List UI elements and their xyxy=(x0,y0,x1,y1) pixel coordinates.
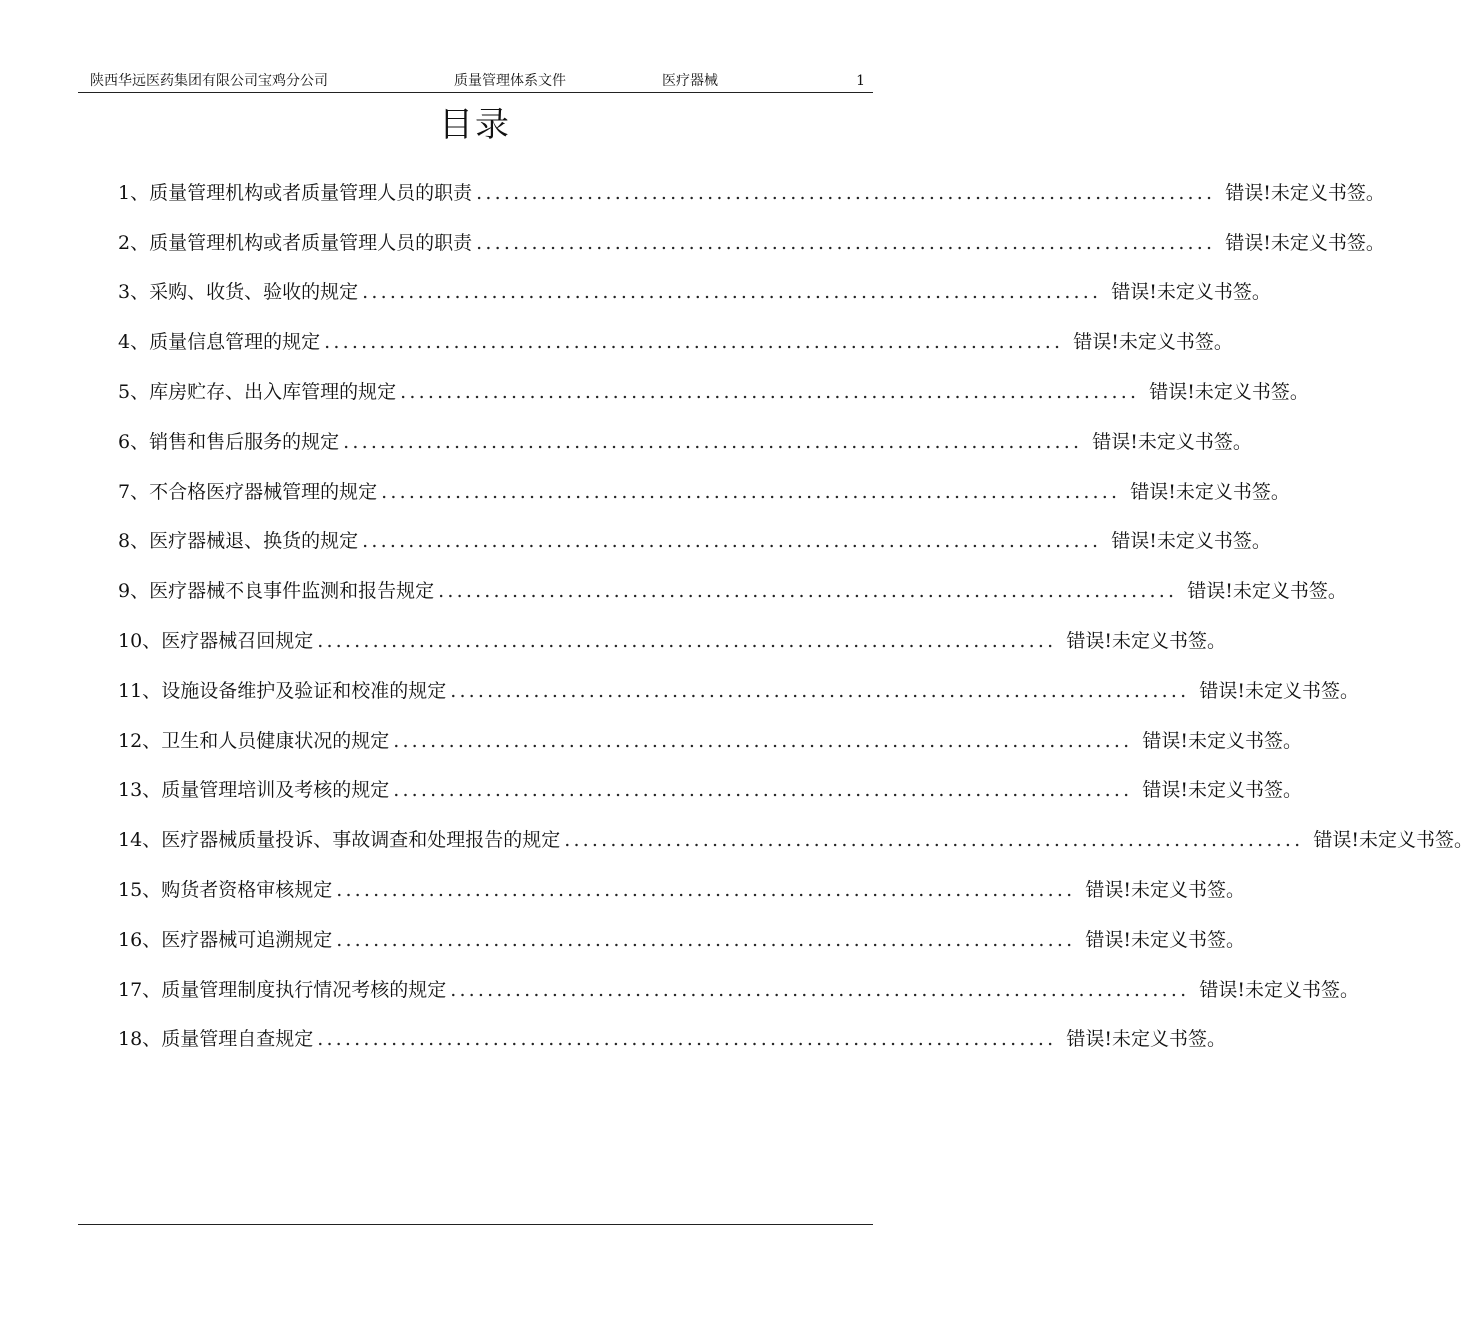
toc-entry-number: 15、 xyxy=(118,879,162,902)
toc-entry[interactable] xyxy=(118,467,1290,517)
toc-entry-number: 5、 xyxy=(118,381,150,404)
toc-entry-page-ref: 错误!未定义书签。 xyxy=(1085,879,1246,902)
toc-entry-title: 医疗器械不良事件监测和报告规定 xyxy=(149,580,435,603)
toc-dot-leader: ................................................................................ xyxy=(476,231,1216,254)
toc-entry-title: 销售和售后服务的规定 xyxy=(149,430,340,453)
toc-entry[interactable] xyxy=(118,168,1385,218)
toc-entry[interactable] xyxy=(118,566,1347,616)
toc-entry[interactable] xyxy=(118,915,1246,965)
toc-entry-page-ref: 错误!未定义书签。 xyxy=(1085,928,1246,951)
toc-entry[interactable] xyxy=(118,268,1271,318)
toc-entry-number: 3、 xyxy=(118,281,150,304)
toc-entry-title: 购货者资格审核规定 xyxy=(161,879,333,902)
toc-entry-page-ref: 错误!未定义书签。 xyxy=(1142,729,1303,752)
toc-entry[interactable] xyxy=(118,815,1473,865)
toc-dot-leader: ................................................................................ xyxy=(336,879,1076,902)
header-company-name: 陕西华远医药集团有限公司宝鸡分公司 xyxy=(90,73,328,89)
toc-entry[interactable] xyxy=(118,616,1227,666)
toc-entry-title: 设施设备维护及验证和校准的规定 xyxy=(161,679,447,702)
toc-dot-leader: ................................................................................ xyxy=(336,928,1076,951)
toc-entry-number: 1、 xyxy=(118,181,150,204)
toc-entry-title: 医疗器械退、换货的规定 xyxy=(149,530,359,553)
toc-entry-title: 库房贮存、出入库管理的规定 xyxy=(149,381,397,404)
toc-entry[interactable] xyxy=(118,317,1233,367)
toc-entry-page-ref: 错误!未定义书签。 xyxy=(1142,779,1303,802)
toc-entry-title: 质量管理机构或者质量管理人员的职责 xyxy=(149,231,473,254)
toc-entry-page-ref: 错误!未定义书签。 xyxy=(1313,829,1473,852)
toc-entry[interactable] xyxy=(118,417,1252,467)
toc-entry-page-ref: 错误!未定义书签。 xyxy=(1066,630,1227,653)
toc-dot-leader: ................................................................................ xyxy=(317,1028,1057,1051)
toc-dot-leader: ................................................................................ xyxy=(317,630,1057,653)
toc-entry[interactable] xyxy=(118,716,1303,766)
toc-entry[interactable] xyxy=(118,865,1246,915)
header-document-type: 质量管理体系文件 xyxy=(454,73,566,89)
toc-entry-number: 8、 xyxy=(118,530,150,553)
toc-entry-number: 12、 xyxy=(118,729,162,752)
toc-entry[interactable] xyxy=(118,1015,1227,1065)
toc-entry[interactable] xyxy=(118,666,1360,716)
toc-entry-number: 6、 xyxy=(118,430,150,453)
toc-entry[interactable] xyxy=(118,766,1303,816)
toc-entry[interactable] xyxy=(118,965,1360,1015)
toc-entry-page-ref: 错误!未定义书签。 xyxy=(1130,480,1290,503)
toc-entry-number: 17、 xyxy=(118,978,162,1001)
toc-entry-page-ref: 错误!未定义书签。 xyxy=(1066,1028,1227,1051)
toc-entry-title: 质量信息管理的规定 xyxy=(149,331,321,354)
toc-title: 目录 xyxy=(439,105,511,145)
toc-entry-number: 2、 xyxy=(118,231,150,254)
header-page-number: 1 xyxy=(856,73,865,89)
toc-entry-title: 卫生和人员健康状况的规定 xyxy=(161,729,390,752)
toc-entry-number: 7、 xyxy=(118,480,150,503)
header-category: 医疗器械 xyxy=(662,73,718,89)
toc-entry-page-ref: 错误!未定义书签。 xyxy=(1111,530,1271,553)
toc-entry-number: 4、 xyxy=(118,331,150,354)
toc-entry-title: 采购、收货、验收的规定 xyxy=(149,281,359,304)
toc-dot-leader: ................................................................................ xyxy=(450,978,1190,1001)
toc-dot-leader: ................................................................................ xyxy=(450,679,1190,702)
toc-dot-leader: ................................................................................ xyxy=(324,331,1064,354)
toc-dot-leader: ................................................................................ xyxy=(476,181,1216,204)
toc-entry-page-ref: 错误!未定义书签。 xyxy=(1199,679,1360,702)
toc-entry-page-ref: 错误!未定义书签。 xyxy=(1092,430,1252,453)
toc-dot-leader: ................................................................................ xyxy=(438,580,1178,603)
toc-dot-leader: ................................................................................ xyxy=(564,829,1304,852)
toc-entry-page-ref: 错误!未定义书签。 xyxy=(1199,978,1360,1001)
toc-entry-number: 14、 xyxy=(118,829,162,852)
toc-entry[interactable] xyxy=(118,517,1271,567)
toc-dot-leader: ................................................................................ xyxy=(400,381,1140,404)
toc-entry-number: 18、 xyxy=(118,1028,162,1051)
toc-entry-title: 质量管理培训及考核的规定 xyxy=(161,779,390,802)
toc-entry-page-ref: 错误!未定义书签。 xyxy=(1187,580,1347,603)
toc-entry-title: 医疗器械召回规定 xyxy=(161,630,314,653)
toc-entry-number: 13、 xyxy=(118,779,162,802)
toc-entry[interactable] xyxy=(118,367,1309,417)
page-header xyxy=(78,70,873,93)
toc-entry-title: 医疗器械质量投诉、事故调查和处理报告的规定 xyxy=(161,829,561,852)
toc-entry[interactable] xyxy=(118,218,1385,268)
toc-dot-leader: ................................................................................ xyxy=(393,729,1133,752)
toc-entry-title: 质量管理自查规定 xyxy=(161,1028,314,1051)
toc-entry-title: 不合格医疗器械管理的规定 xyxy=(149,480,378,503)
toc-entry-page-ref: 错误!未定义书签。 xyxy=(1225,181,1385,204)
toc-entry-number: 11、 xyxy=(118,679,162,702)
toc-dot-leader: ................................................................................ xyxy=(343,430,1083,453)
toc-entry-page-ref: 错误!未定义书签。 xyxy=(1225,231,1385,254)
toc-dot-leader: ................................................................................ xyxy=(393,779,1133,802)
toc-entry-number: 10、 xyxy=(118,630,162,653)
toc-dot-leader: ................................................................................ xyxy=(362,530,1102,553)
toc-entry-number: 9、 xyxy=(118,580,150,603)
toc-entry-title: 质量管理制度执行情况考核的规定 xyxy=(161,978,447,1001)
toc-dot-leader: ................................................................................ xyxy=(381,480,1121,503)
footer-divider xyxy=(78,1224,873,1225)
toc-entry-page-ref: 错误!未定义书签。 xyxy=(1111,281,1271,304)
toc-entry-title: 医疗器械可追溯规定 xyxy=(161,928,333,951)
table-of-contents xyxy=(118,168,1473,1064)
toc-entry-page-ref: 错误!未定义书签。 xyxy=(1073,331,1233,354)
toc-entry-page-ref: 错误!未定义书签。 xyxy=(1149,381,1309,404)
toc-entry-number: 16、 xyxy=(118,928,162,951)
toc-entry-title: 质量管理机构或者质量管理人员的职责 xyxy=(149,181,473,204)
toc-dot-leader: ................................................................................ xyxy=(362,281,1102,304)
